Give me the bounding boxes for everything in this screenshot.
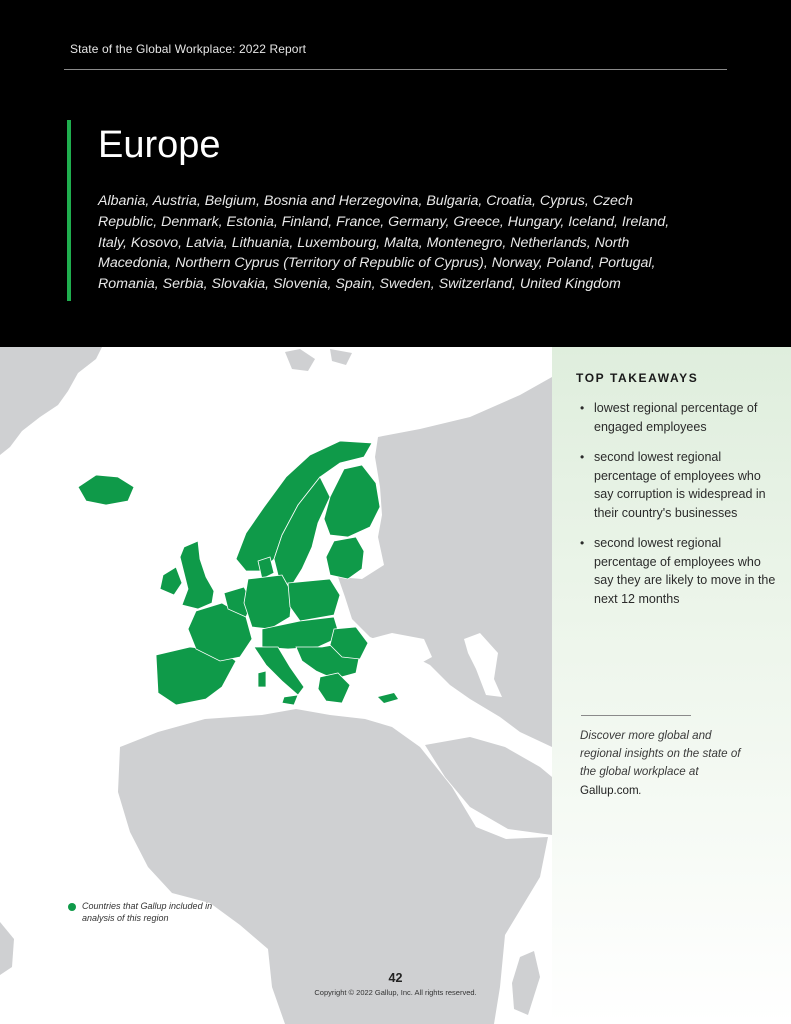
takeaway-text: second lowest regional percentage of employees who say corruption is widespread in their country's businesses: [594, 450, 766, 520]
takeaways-heading: TOP TAKEAWAYS: [576, 371, 699, 385]
report-title: State of the Global Workplace: 2022 Report: [70, 42, 307, 56]
bullet-icon: •: [580, 450, 585, 464]
region-title: Europe: [98, 124, 221, 166]
copyright: Copyright © 2022 Gallup, Inc. All rights reserved.: [314, 988, 477, 997]
discover-note: [580, 727, 750, 800]
sidebar-divider: [581, 715, 691, 716]
takeaway-list: [576, 399, 776, 620]
takeaways-panel: [552, 347, 791, 1024]
takeaway-text: lowest regional percentage of engaged employees: [594, 401, 758, 434]
takeaway-item: [576, 399, 776, 436]
bullet-icon: •: [580, 401, 585, 415]
header-band: [0, 0, 791, 347]
legend-text: Countries that Gallup included in analysis of this region: [82, 901, 213, 923]
discover-period: .: [638, 783, 642, 797]
bullet-icon: •: [580, 536, 585, 550]
country-list: Albania, Austria, Belgium, Bosnia and Herzegovina, Bulgaria, Croatia, Cyprus, Czech Republic, Denmark, Estonia, Finland, France, Germany, Greece, Hungary, Iceland, Ireland, Italy, Kosovo, Latvia, Lithuania, Luxembourg, Malta, Montenegro, Netherlands, North Macedonia, Northern Cyprus (Territory of Republic of Cyprus), Norway, Poland, Portugal, Romania, Serbia, Slovakia, Slovenia, Spain, Sweden, Switzerland, United Kingdom: [98, 193, 670, 293]
country-poland: [288, 579, 340, 621]
legend-dot-icon: [68, 903, 76, 911]
accent-bar: [67, 120, 71, 301]
header-divider: [64, 69, 727, 70]
discover-text: Discover more global and regional insights on the state of the global workplace at: [580, 729, 741, 779]
page-number: 42: [388, 971, 403, 985]
takeaway-item: [576, 534, 776, 608]
gallup-link[interactable]: Gallup.com: [580, 783, 639, 797]
country-sardinia: [258, 671, 266, 687]
takeaway-item: [576, 448, 776, 522]
takeaway-text: second lowest regional percentage of employees who say they are likely to move in the next 12 months: [594, 536, 776, 606]
